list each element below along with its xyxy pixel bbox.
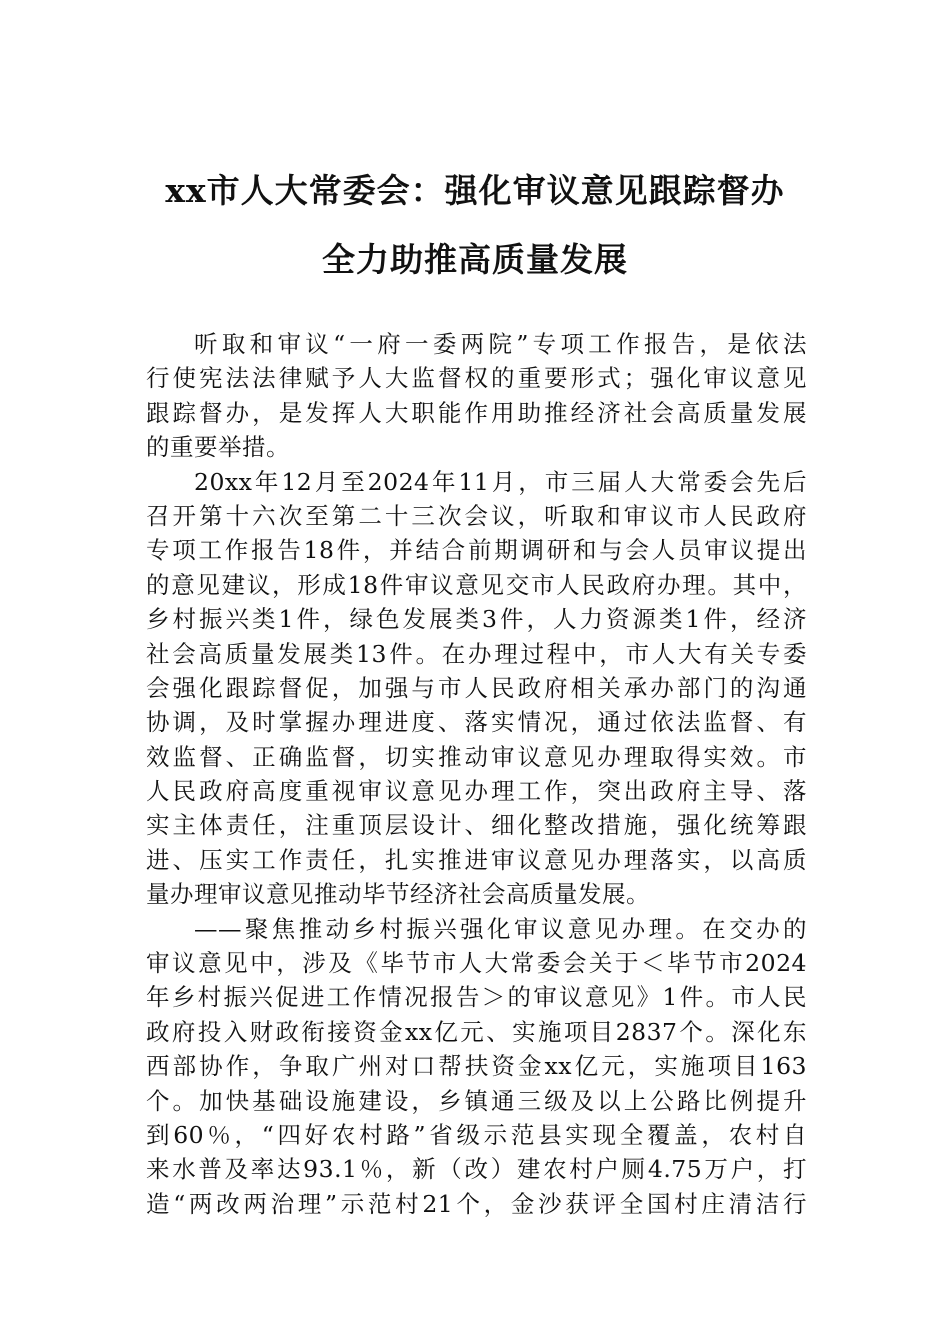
paragraph-line: ——聚焦推动乡村振兴强化审议意见办理。在交办的: [194, 914, 807, 943]
document-title-line-2: 全力助推高质量发展: [322, 240, 628, 279]
paragraph-line: 人民政府高度重视审议意见办理工作，突出政府主导、落: [146, 777, 807, 806]
paragraph-line: 会强化跟踪督促，加强与市人民政府相关承办部门的沟通: [146, 673, 807, 702]
paragraph-line: 专项工作报告18件，并结合前期调研和与会人员审议提出: [146, 536, 807, 565]
paragraph-line: 个。加快基础设施建设，乡镇通三级及以上公路比例提升: [146, 1086, 807, 1115]
paragraph-line: 召开第十六次至第二十三次会议，听取和审议市人民政府: [146, 501, 807, 530]
paragraph-line: 协调，及时掌握办理进度、落实情况，通过依法监督、有: [146, 708, 807, 737]
paragraph-line: 20xx年12月至2024年11月，市三届人大常委会先后: [194, 467, 807, 496]
paragraph-line: 的意见建议，形成18件审议意见交市人民政府办理。其中，: [146, 570, 807, 599]
paragraph-line: 造“两改两治理”示范村21个，金沙获评全国村庄清洁行: [146, 1189, 807, 1218]
paragraph-line: 西部协作，争取广州对口帮扶资金xx亿元，实施项目163: [146, 1052, 807, 1081]
paragraph-line: 乡村振兴类1件，绿色发展类3件，人力资源类1件，经济: [146, 605, 807, 634]
paragraph-line: 来水普及率达93.1％，新（改）建农村户厕4.75万户，打: [146, 1155, 807, 1184]
document-body: [146, 327, 807, 1221]
paragraph-line: 的重要举措。: [146, 433, 290, 462]
paragraph-line: 进、压实工作责任，扎实推进审议意见办理落实，以高质: [146, 845, 807, 874]
paragraph-line: 效监督、正确监督，切实推动审议意见办理取得实效。市: [146, 742, 807, 771]
paragraph-line: 跟踪督办，是发挥人大职能作用助推经济社会高质量发展: [146, 398, 807, 427]
paragraph-line: 到60％，“四好农村路”省级示范县实现全覆盖，农村自: [146, 1120, 807, 1149]
paragraph-line: 听取和审议“一府一委两院”专项工作报告，是依法: [194, 330, 807, 358]
paragraph-line: 社会高质量发展类13件。在办理过程中，市人大有关专委: [146, 639, 807, 668]
paragraph-line: 实主体责任，注重顶层设计、细化整改措施，强化统筹跟: [146, 811, 807, 840]
paragraph-line: 年乡村振兴促进工作情况报告＞的审议意见》1件。市人民: [146, 983, 807, 1012]
paragraph-line: 审议意见中，涉及《毕节市人大常委会关于＜毕节市2024: [146, 949, 807, 978]
paragraph-line: 行使宪法法律赋予人大监督权的重要形式；强化审议意见: [146, 364, 807, 393]
paragraph-line: 量办理审议意见推动毕节经济社会高质量发展。: [146, 880, 650, 909]
document-title-line-1: xx市人大常委会：强化审议意见跟踪督办: [165, 171, 785, 210]
paragraph-line: 政府投入财政衔接资金xx亿元、实施项目2837个。深化东: [146, 1017, 807, 1046]
